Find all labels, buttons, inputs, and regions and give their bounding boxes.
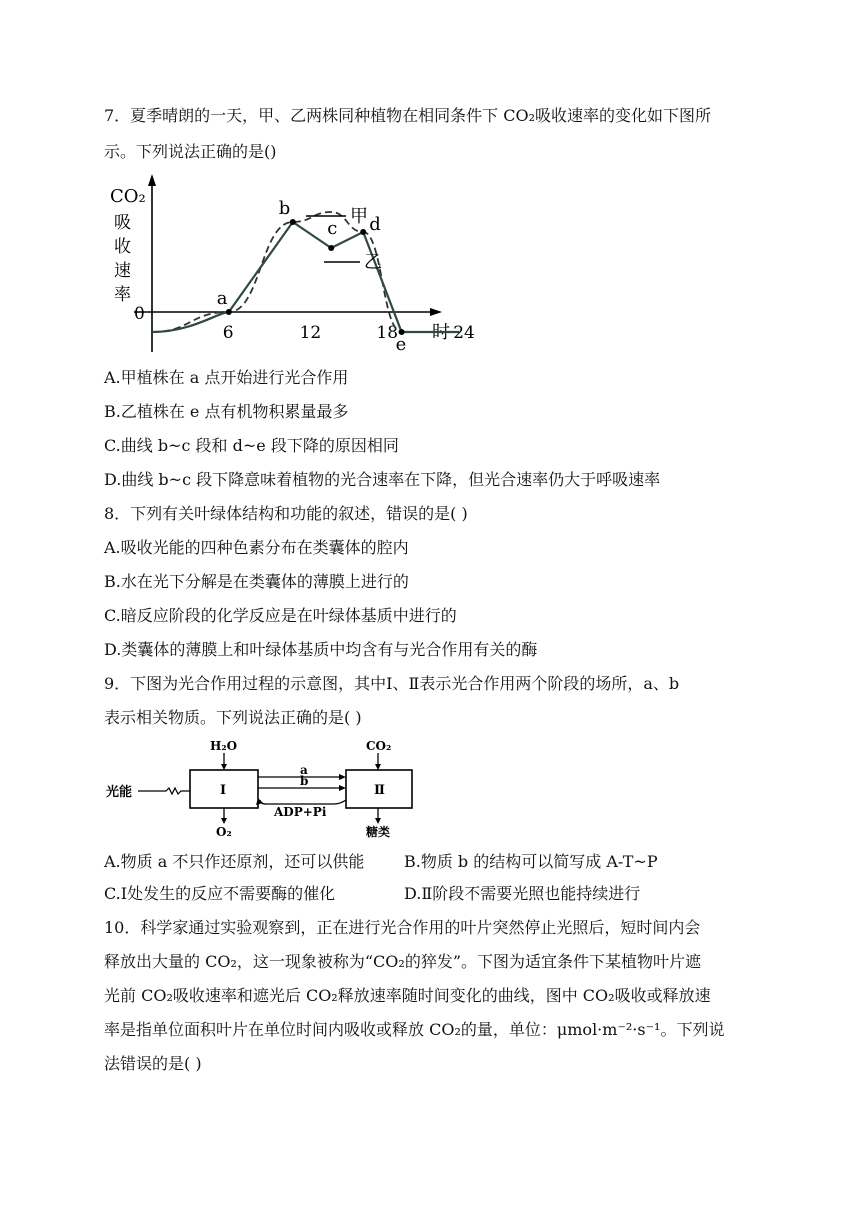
origin-label: 0 bbox=[134, 304, 145, 324]
ylabel-1: 吸 bbox=[114, 213, 131, 233]
point-a bbox=[226, 309, 232, 315]
q10-line3: 光前 CO₂吸收速率和遮光后 CO₂释放速率随时间变化的曲线，图中 CO₂吸收或释放速 bbox=[104, 986, 711, 1005]
ylabel-3: 速 bbox=[114, 261, 131, 281]
q10-line5: 法错误的是( ) bbox=[104, 1054, 202, 1073]
legend-jia: 甲 bbox=[350, 206, 368, 227]
q7-chart bbox=[104, 172, 475, 362]
curve-yi bbox=[152, 222, 459, 332]
point-label-d: d bbox=[369, 214, 381, 235]
q9-option-d: D.Ⅱ阶段不需要光照也能持续进行 bbox=[404, 884, 641, 903]
q8-option-d: D.类囊体的薄膜上和叶绿体基质中均含有与光合作用有关的酶 bbox=[104, 640, 538, 659]
q7-option-c: C.曲线 b~c 段和 d~e 段下降的原因相同 bbox=[104, 436, 399, 455]
q9-option-a: A.物质 a 不只作还原剂，还可以供能 bbox=[104, 852, 365, 871]
x-tick-label: 18 bbox=[376, 323, 399, 343]
q9-stem-line1: 9．下图为光合作用过程的示意图，其中Ⅰ、Ⅱ表示光合作用两个阶段的场所，a、b bbox=[104, 674, 680, 693]
point-label-a: a bbox=[216, 288, 228, 309]
x-tick-label: 6 bbox=[222, 323, 234, 343]
q7-option-a: A.甲植株在 a 点开始进行光合作用 bbox=[104, 368, 349, 387]
q7-option-b: B.乙植株在 e 点有机物积累量最多 bbox=[104, 402, 349, 421]
q9-diagram bbox=[104, 736, 424, 840]
y-axis-arrow bbox=[148, 174, 156, 186]
b-label: b bbox=[300, 774, 309, 788]
point-label-c: c bbox=[327, 218, 338, 239]
a-label: a bbox=[300, 763, 308, 777]
ylabel-co2: CO₂ bbox=[110, 186, 146, 207]
q8-option-c: C.暗反应阶段的化学反应是在叶绿体基质中进行的 bbox=[104, 606, 457, 625]
box-1-label: Ⅰ bbox=[220, 783, 227, 798]
q9-stem-line2: 表示相关物质。下列说法正确的是( ) bbox=[104, 708, 362, 727]
o2-label: O₂ bbox=[216, 825, 232, 839]
q7-option-d: D.曲线 b~c 段下降意味着植物的光合速率在下降，但光合速率仍大于呼吸速率 bbox=[104, 470, 661, 489]
point-label-e: e bbox=[395, 334, 407, 355]
ylabel-2: 收 bbox=[114, 237, 131, 257]
x-tick-label: 12 bbox=[299, 323, 322, 343]
q7-stem-line1: 7．夏季晴朗的一天，甲、乙两株同种植物在相同条件下 CO₂吸收速率的变化如下图所 bbox=[104, 106, 712, 125]
point-label-b: b bbox=[278, 198, 291, 219]
co2-label: CO₂ bbox=[366, 739, 392, 753]
q10-line2: 释放出大量的 CO₂，这一现象被称为“CO₂的猝发”。下图为适宜条件下某植物叶片遮 bbox=[104, 952, 701, 971]
ylabel-4: 率 bbox=[114, 285, 131, 305]
x-axis-arrow bbox=[430, 308, 442, 316]
light-label: 光能 bbox=[106, 785, 133, 800]
q9-option-c: C.Ⅰ处发生的反应不需要酶的催化 bbox=[104, 884, 336, 903]
x-unit-label: 时 bbox=[432, 322, 450, 343]
point-b bbox=[290, 219, 296, 225]
q8-option-b: B.水在光下分解是在类囊体的薄膜上进行的 bbox=[104, 572, 409, 591]
point-c bbox=[328, 245, 334, 251]
q8-option-a: A.吸收光能的四种色素分布在类囊体的腔内 bbox=[104, 538, 409, 557]
adp-label: ADP+Pi bbox=[274, 805, 327, 819]
h2o-label: H₂O bbox=[210, 739, 238, 753]
q8-stem: 8．下列有关叶绿体结构和功能的叙述，错误的是( ) bbox=[104, 504, 468, 523]
q10-line1: 10．科学家通过实验观察到，正在进行光合作用的叶片突然停止光照后，短时间内会 bbox=[104, 918, 701, 937]
q7-stem-line2: 示。下列说法正确的是() bbox=[104, 142, 277, 161]
q9-option-b: B.物质 b 的结构可以简写成 A-T~P bbox=[404, 852, 658, 871]
light-arrow bbox=[138, 788, 190, 794]
box-2-label: Ⅱ bbox=[374, 783, 385, 798]
x-tick-label: 24 bbox=[453, 323, 475, 343]
q10-line4: 率是指单位面积叶片在单位时间内吸收或释放 CO₂的量，单位：μmol·m⁻²·s⁻¹。下列说 bbox=[104, 1020, 725, 1039]
legend-yi: 乙 bbox=[364, 252, 382, 273]
sugar-label: 糖类 bbox=[366, 825, 391, 839]
point-d bbox=[360, 229, 366, 235]
